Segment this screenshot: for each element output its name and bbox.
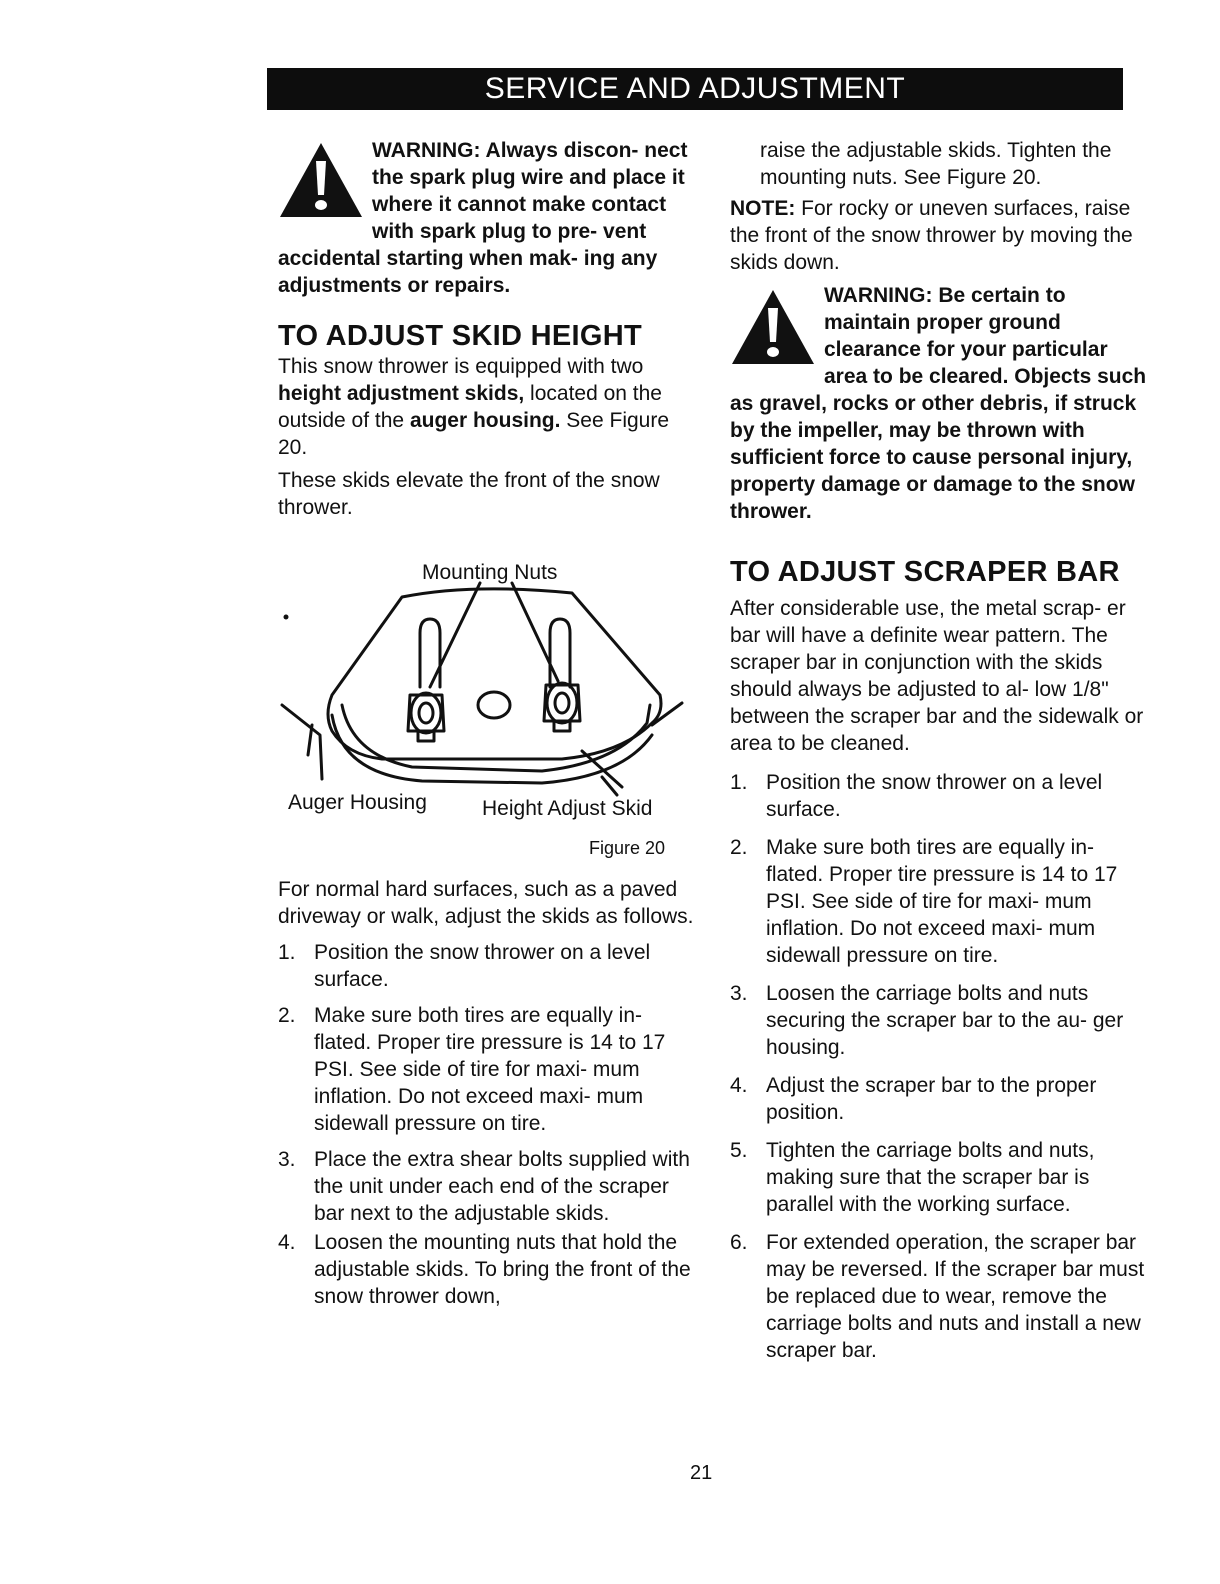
normal-surfaces-text: For normal hard surfaces, such as a paved driveway or walk, adjust the skids as follows. bbox=[278, 878, 694, 928]
label-mounting-nuts: Mounting Nuts bbox=[422, 561, 558, 584]
left-column bbox=[278, 135, 698, 521]
warning-triangle-icon bbox=[730, 286, 816, 368]
list-item: 6. For extended operation, the scraper bar may be reversed. If the scraper bar must be replaced due to wear, remove the carriage bolts and nuts and install a new scraper bar. bbox=[730, 1231, 1145, 1362]
list-item: 3. Place the extra shear bolts supplied with the unit under each end of the scraper bar next to the adjustable skids. bbox=[278, 1148, 690, 1225]
page-number: 21 bbox=[690, 1462, 713, 1484]
section-header: SERVICE AND ADJUSTMENT bbox=[267, 68, 1123, 110]
skid-elevate-paragraph: These skids elevate the front of the snow thrower. bbox=[278, 469, 660, 519]
warning-block bbox=[278, 135, 698, 299]
label-auger-housing: Auger Housing bbox=[288, 791, 427, 814]
list-item: 2. Make sure both tires are equally in- flated. Proper tire pressure is 14 to 17 PSI. See side of tire for maxi- mum inflation. Do not exceed maxi- mum sidewall pressure on tire. bbox=[730, 836, 1118, 967]
left-column-lower bbox=[278, 876, 698, 1310]
list-item: 1. Position the snow thrower on a level surface. bbox=[278, 941, 651, 991]
warning-text: WARNING: Always discon- nect the spark plug wire and place it where it cannot make contact with spark plug to pre- vent accidental starting when mak- ing any adjustments or repairs. bbox=[278, 139, 688, 297]
list-item: 2. Make sure both tires are equally in- flated. Proper tire pressure is 14 to 17 PSI. See side of tire for maxi- mum inflation. Do not exceed maxi- mum sidewall pressure on tire. bbox=[278, 1004, 666, 1135]
scraper-intro-paragraph: After considerable use, the metal scrap- er bar will have a definite wear pattern. The scraper bar in conjunction with the skids should always be adjusted to al- low 1/8" between the scraper bar and the sidewalk or area to be cleaned. bbox=[730, 597, 1144, 755]
list-item: 1. Position the snow thrower on a level surface. bbox=[730, 771, 1103, 821]
left-steps-list bbox=[278, 939, 698, 1310]
warning-triangle-icon bbox=[278, 139, 364, 221]
warning-block-clearance bbox=[730, 282, 1150, 525]
list-item: 4. Adjust the scraper bar to the proper position. bbox=[730, 1074, 1097, 1124]
list-item: 4. Loosen the mounting nuts that hold the adjustable skids. To bring the front of the snow thrower down, bbox=[278, 1231, 691, 1308]
list-item: 5. Tighten the carriage bolts and nuts, making sure that the scraper bar is parallel with the working surface. bbox=[730, 1139, 1095, 1216]
right-column bbox=[730, 137, 1150, 1364]
note-paragraph: NOTE: For rocky or uneven surfaces, raise the front of the snow thrower by moving the skids down. bbox=[730, 197, 1133, 274]
list-item: 3. Loosen the carriage bolts and nuts securing the scraper bar to the au- ger housing. bbox=[730, 982, 1124, 1059]
skid-height-heading: TO ADJUST SKID HEIGHT bbox=[278, 320, 642, 352]
skid-intro-paragraph: This snow thrower is equipped with two height adjustment skids, located on the outside of the auger housing. See Figure 20. bbox=[278, 355, 670, 459]
continued-step-text: raise the adjustable skids. Tighten the mounting nuts. See Figure 20. bbox=[760, 139, 1112, 189]
figure-caption: Figure 20 bbox=[589, 838, 666, 858]
skid-diagram bbox=[272, 555, 692, 825]
warning-text-clearance: WARNING: Be certain to maintain proper ground clearance for your particular area to be cleared. Objects such as gravel, rocks or other debris, if struck by the impeller, may be thrown with sufficient force to cause personal injury, property damage or damage to the snow thrower. bbox=[730, 284, 1147, 523]
scraper-bar-heading: TO ADJUST SCRAPER BAR bbox=[730, 556, 1120, 588]
label-height-adjust-skid: Height Adjust Skid bbox=[482, 797, 653, 820]
figure-20 bbox=[272, 555, 692, 865]
right-steps-list bbox=[730, 769, 1150, 1364]
